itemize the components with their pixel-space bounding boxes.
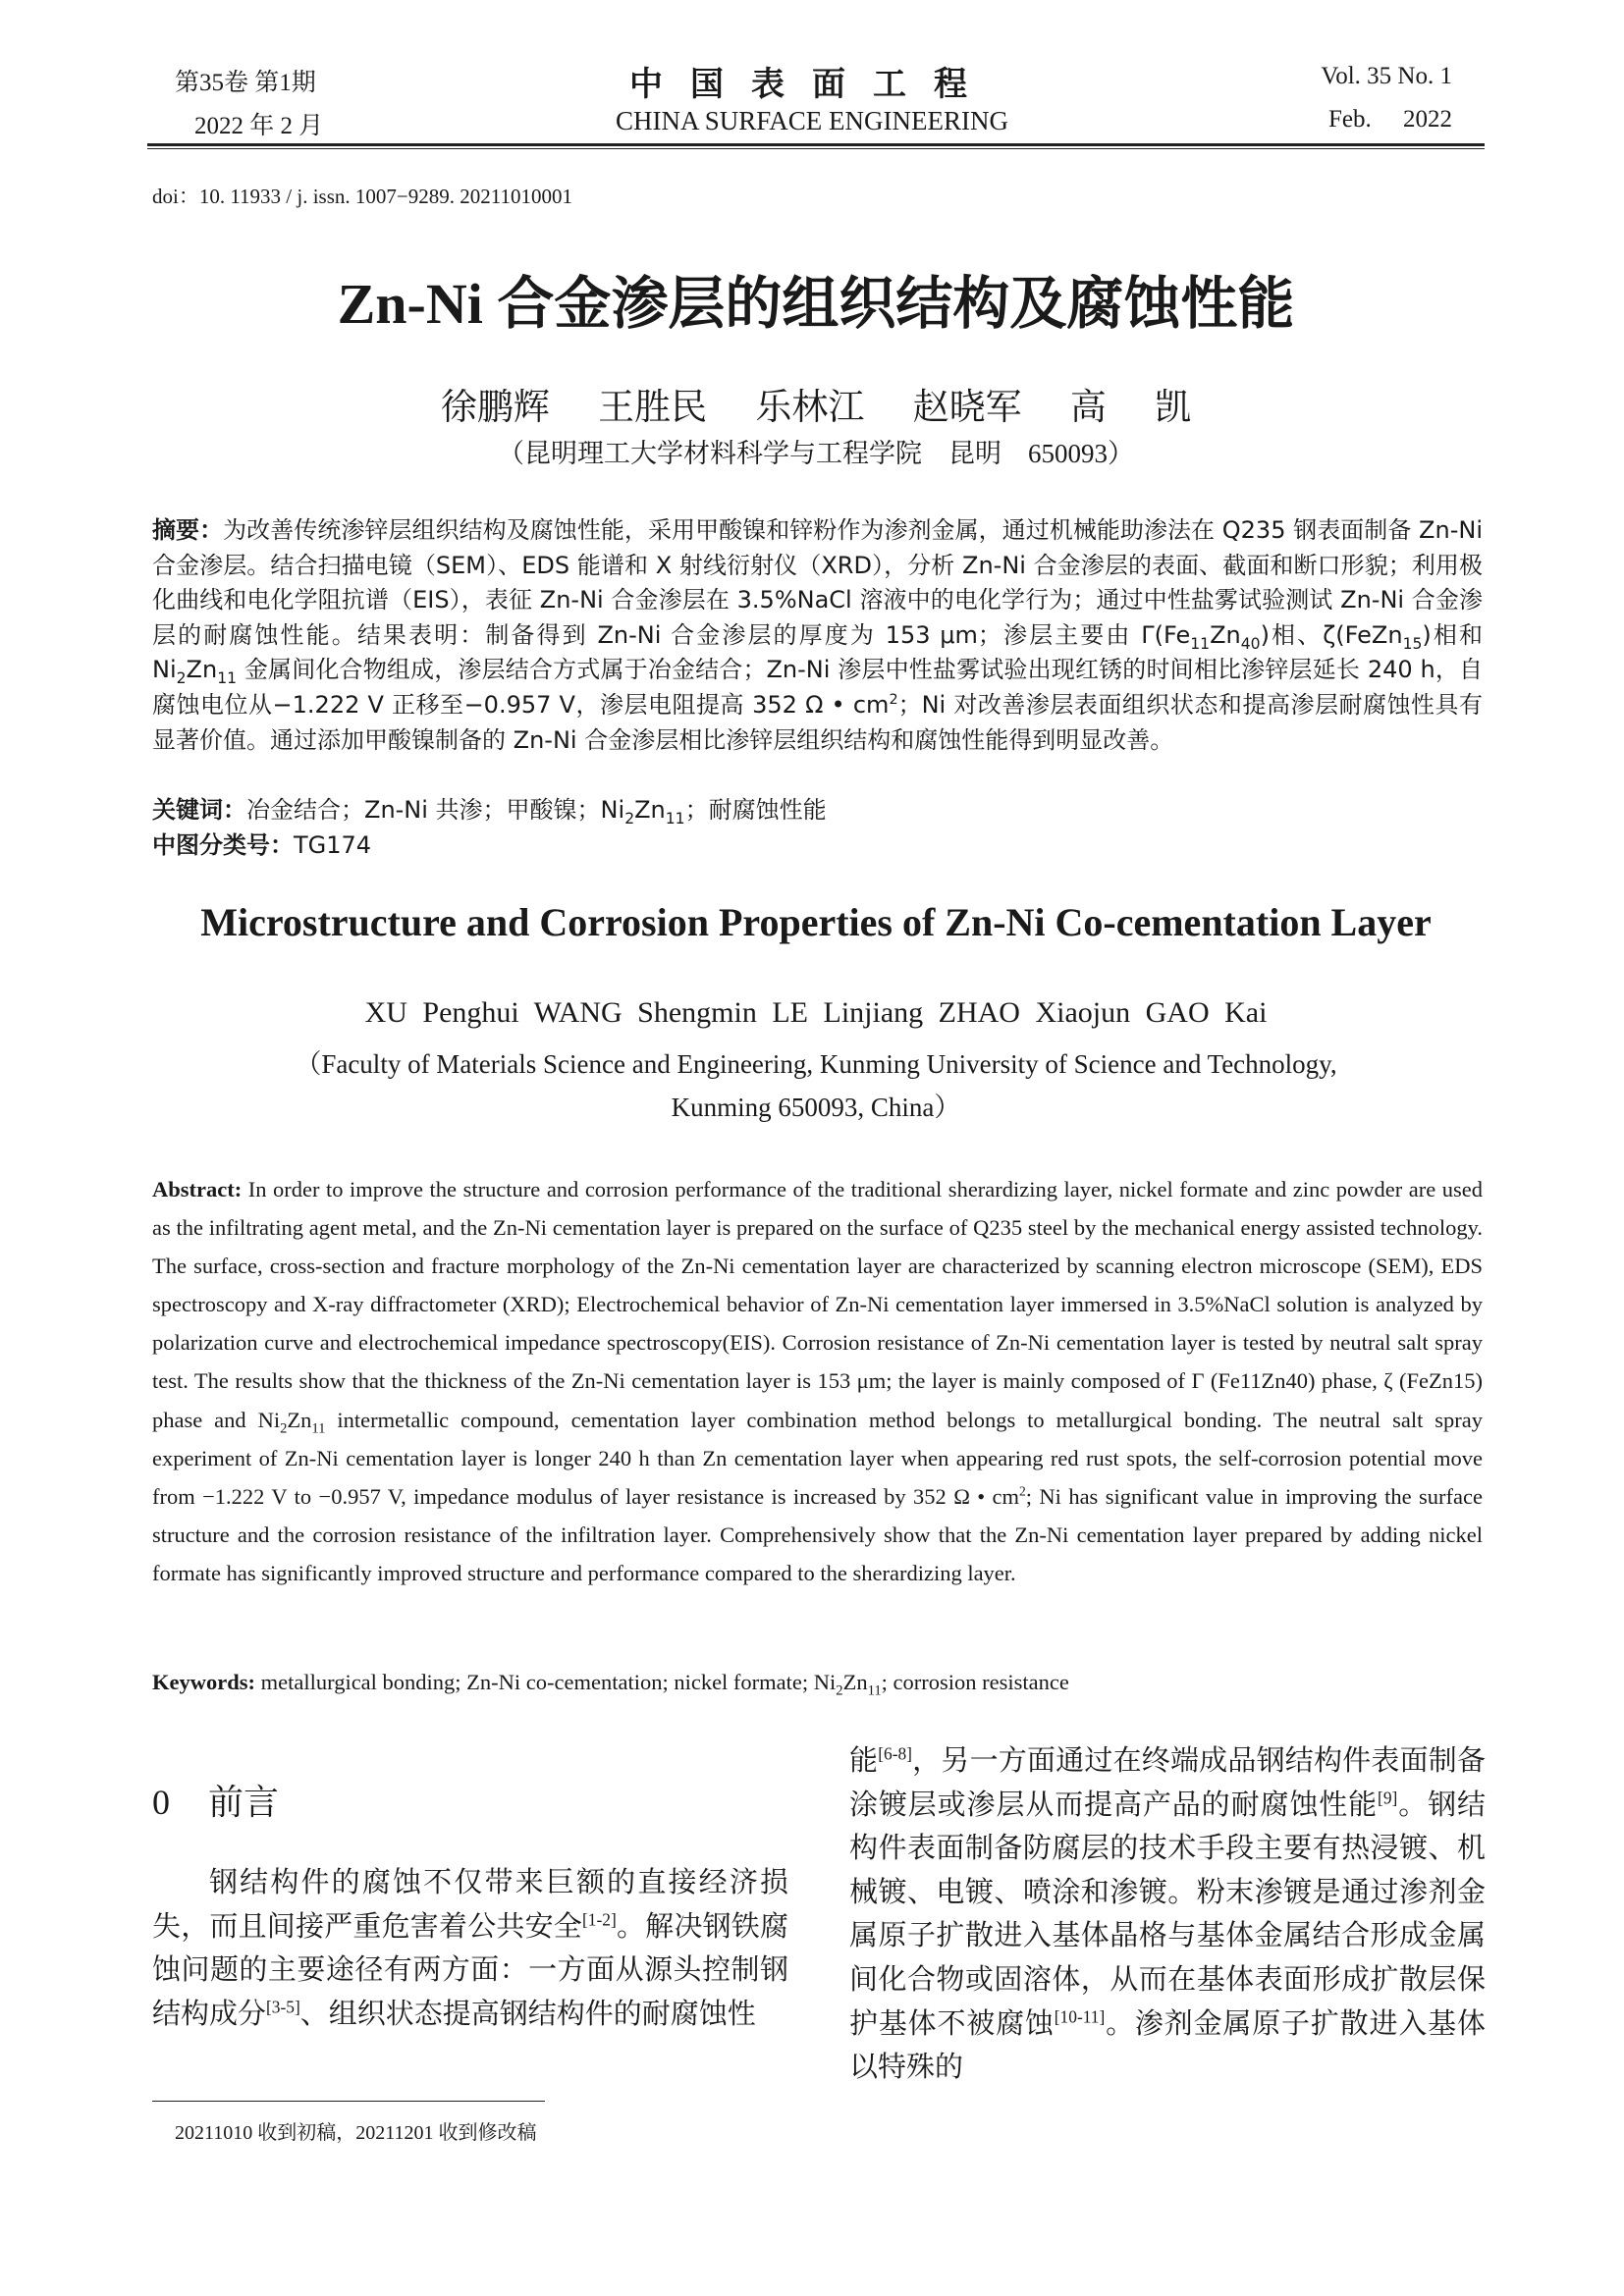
abstract-cn-sub-5: 11 [217,669,238,688]
body-left-text-3: 、组织状态提高钢结构件的耐腐蚀性 [299,1998,756,2030]
body-left-text-1: 钢结构件的腐蚀不仅带来巨额的直接经济损失，而且间接严重危害着公共安全 [152,1867,788,1943]
citation-ref: [10-11] [1054,2005,1106,2026]
abstract-en-sup-1: 2 [1019,1483,1026,1499]
abstract-en-text-4: ; Ni has significant value in improving the surface structure and the corrosion resistance of the infiltration layer. Comprehensively show that the Zn-Ni cementation layer prepared by adding nickel formate has significantly improved structure and performance compared to the sherardizing layer. [152,1483,1483,1585]
body-column-left [152,1861,788,2036]
header-rule-thin [147,148,1485,149]
citation-ref: [6-8] [878,1743,912,1764]
paper-title-cn: Zn-Ni 合金渗层的组织结构及腐蚀性能 [337,272,1295,336]
abstract-cn-text-2: Zn [1210,620,1241,649]
keywords-cn-text-3: ；耐腐蚀性能 [684,796,827,824]
footnote-received: 20211010 收到初稿，20211201 收到修改稿 [175,2122,537,2144]
body-right-text-4: 。渗剂金属原子扩散进入基体以特殊的 [849,2007,1486,2084]
abstract-en-text-1: In order to improve the structure and corrosion performance of the traditional sherardizing layer, nickel formate and zinc powder are used as the infiltrating agent metal, and the Zn-Ni cementation layer is prepared on the surface of Q235 steel by the mechanical energy assisted technology. The surface, cross-section and fracture morphology of the Zn-Ni cementation layer are characterized by scanning electron microscope (SEM), EDS spectroscopy and X-ray diffractometer (XRD); Electrochemical behavior of Zn-Ni cementation layer immersed in 3.5%NaCl solution is analyzed by polarization curve and electrochemical impedance spectroscopy(EIS). Corrosion resistance of Zn-Ni cementation layer is tested by neutral salt spray test. The results show that the thickness of the Zn-Ni cementation layer is 153 μm; the layer is mainly composed of Γ (Fe11Zn40) phase, ζ (FeZn15) phase and Ni [152,1177,1483,1432]
abstract-cn-sub-1: 11 [1190,634,1211,653]
abstract-en [152,1170,1483,1592]
journal-name-cn: 中国表面工程 [629,67,995,103]
abstract-en-text-2: Zn [287,1407,312,1432]
abstract-en-sub-1: 2 [280,1420,288,1437]
classification-cn-label: 中图分类号： [152,831,294,859]
abstract-cn-text-4: )相和 Ni [152,620,1483,684]
abstract-cn-sub-2: 40 [1240,634,1261,653]
body-left-text-2: 。解决钢铁腐蚀问题的主要途径有两方面：一方面从源头控制钢结构成分 [152,1910,788,2030]
keywords-en-text-2: Zn [842,1670,868,1694]
abstract-cn-text-6: 金属间化合物组成，渗层结合方式属于冶金结合；Zn-Ni 渗层中性盐雾试验出现红锈的时间相比渗锌层延长 240 h，自腐蚀电位从−1.222 V 正移至−0.957 V，渗层电阻提高 352 Ω • cm [152,656,1483,719]
doi: doi：10. 11933 / j. issn. 1007−9289. 20211010001 [152,185,572,208]
footnote-rule [152,2101,545,2102]
section-heading [152,1775,279,1825]
abstract-cn-text-3: )相、ζ(FeZn [1260,620,1403,649]
abstract-en-text-3: intermetallic compound, cementation layer combination method belongs to metallurgical bonding. The neutral salt spray experiment of Zn-Ni cementation layer is longer 240 h than Zn cementation layer when appearing red rust spots, the self-corrosion potential move from −1.222 V to −0.957 V, impedance modulus of layer resistance is increased by 352 Ω • cm [152,1407,1483,1509]
keywords-cn [152,793,1483,828]
abstract-en-label: Abstract: [152,1177,243,1201]
paper-title-en: Microstructure and Corrosion Properties of Zn-Ni Co-cementation Layer [200,900,1432,944]
abstract-cn [152,513,1483,758]
abstract-cn-text-1: 为改善传统渗锌层组织结构及腐蚀性能，采用甲酸镍和锌粉作为渗剂金属，通过机械能助渗法在 Q235 钢表面制备 Zn-Ni 合金渗层。结合扫描电镜（SEM）、EDS 能谱和 X 射线衍射仪（XRD），分析 Zn-Ni 合金渗层的表面、截面和断口形貌；利用极化曲线和电化学阻抗谱（EIS），表征 Zn-Ni 合金渗层在 3.5%NaCl 溶液中的电化学行为；通过中性盐雾试验测试 Zn-Ni 合金渗层的耐腐蚀性能。结果表明：制备得到 Zn-Ni 合金渗层的厚度为 153 μm；渗层主要由 Γ(Fe [152,516,1483,649]
affiliation-en-line-2: Kunming 650093, China） [671,1093,961,1122]
section-title: 前言 [208,1783,280,1822]
abstract-cn-label: 摘要： [152,516,224,544]
keywords-cn-sub-2: 11 [665,809,685,828]
abstract-cn-text-5: Zn [186,656,218,684]
keywords-en-text-3: ; corrosion resistance [881,1670,1069,1694]
body-right-text-1: 能 [849,1745,879,1777]
keywords-cn-text-2: Zn [634,796,666,824]
section-number: 0 [152,1783,170,1822]
body-column-right [849,1739,1486,2090]
abstract-cn-text-7: ；Ni 对改善渗层表面组织状态和提高渗层耐腐蚀性具有显著价值。通过添加甲酸镍制备的 Zn-Ni 合金渗层相比渗锌层组织结构和腐蚀性能得到明显改善。 [152,690,1484,754]
citation-ref: [3-5] [266,1997,300,2017]
authors-cn: 徐鹏辉 王胜民 乐林江 赵晓军 高 凯 [440,388,1192,428]
abstract-cn-sub-4: 2 [176,669,187,688]
keywords-en-label: Keywords: [152,1670,255,1694]
header-rule-thick [147,143,1485,146]
keywords-cn-sub-1: 2 [624,809,635,828]
keywords-en-text-1: metallurgical bonding; Zn-Ni co-cementation; nickel formate; Ni [255,1670,837,1694]
keywords-cn-label: 关键词： [152,796,246,824]
keywords-en-sub-2: 11 [867,1682,882,1699]
classification-cn [152,828,1483,863]
abstract-cn-sub-3: 15 [1402,634,1423,653]
header-date-cn: 2022 年 2 月 [194,113,324,139]
header-volume-en: Vol. 35 No. 1 [1321,63,1452,89]
citation-ref: [1-2] [582,1908,617,1929]
keywords-en-sub-1: 2 [836,1682,843,1699]
affiliation-en-line-1: （Faculty of Materials Science and Engineering, Kunming University of Science and Technology, [295,1049,1337,1079]
abstract-cn-sup-1: 2 [889,691,898,708]
authors-en: XU Penghui WANG Shengmin LE Linjiang ZHAO Xiaojun GAO Kai [364,996,1268,1029]
keywords-cn-text-1: 冶金结合；Zn-Ni 共渗；甲酸镍；Ni [246,796,625,824]
abstract-en-sub-2: 11 [311,1420,326,1437]
body-right-text-3: 。钢结构件表面制备防腐层的技术手段主要有热浸镀、机械镀、电镀、喷涂和渗镀。粉末渗镀是通过渗剂金属原子扩散进入基体晶格与基体金属结合形成金属间化合物或固溶体，从而在基体表面形成扩散层保护基体不被腐蚀 [849,1789,1486,2040]
keywords-en [152,1665,1483,1700]
header-date-en: Feb. 2022 [1328,106,1452,133]
header-volume-cn: 第35卷 第1期 [175,70,316,96]
classification-cn-value: TG174 [294,831,372,859]
journal-name-en: CHINA SURFACE ENGINEERING [615,106,1008,135]
affiliation-cn: （昆明理工大学材料科学与工程学院 昆明 650093） [498,439,1134,468]
citation-ref: [9] [1378,1787,1398,1807]
body-right-text-2: ，另一方面通过在终端成品钢结构件表面制备涂镀层或渗层从而提高产品的耐腐蚀性能 [849,1745,1486,1821]
